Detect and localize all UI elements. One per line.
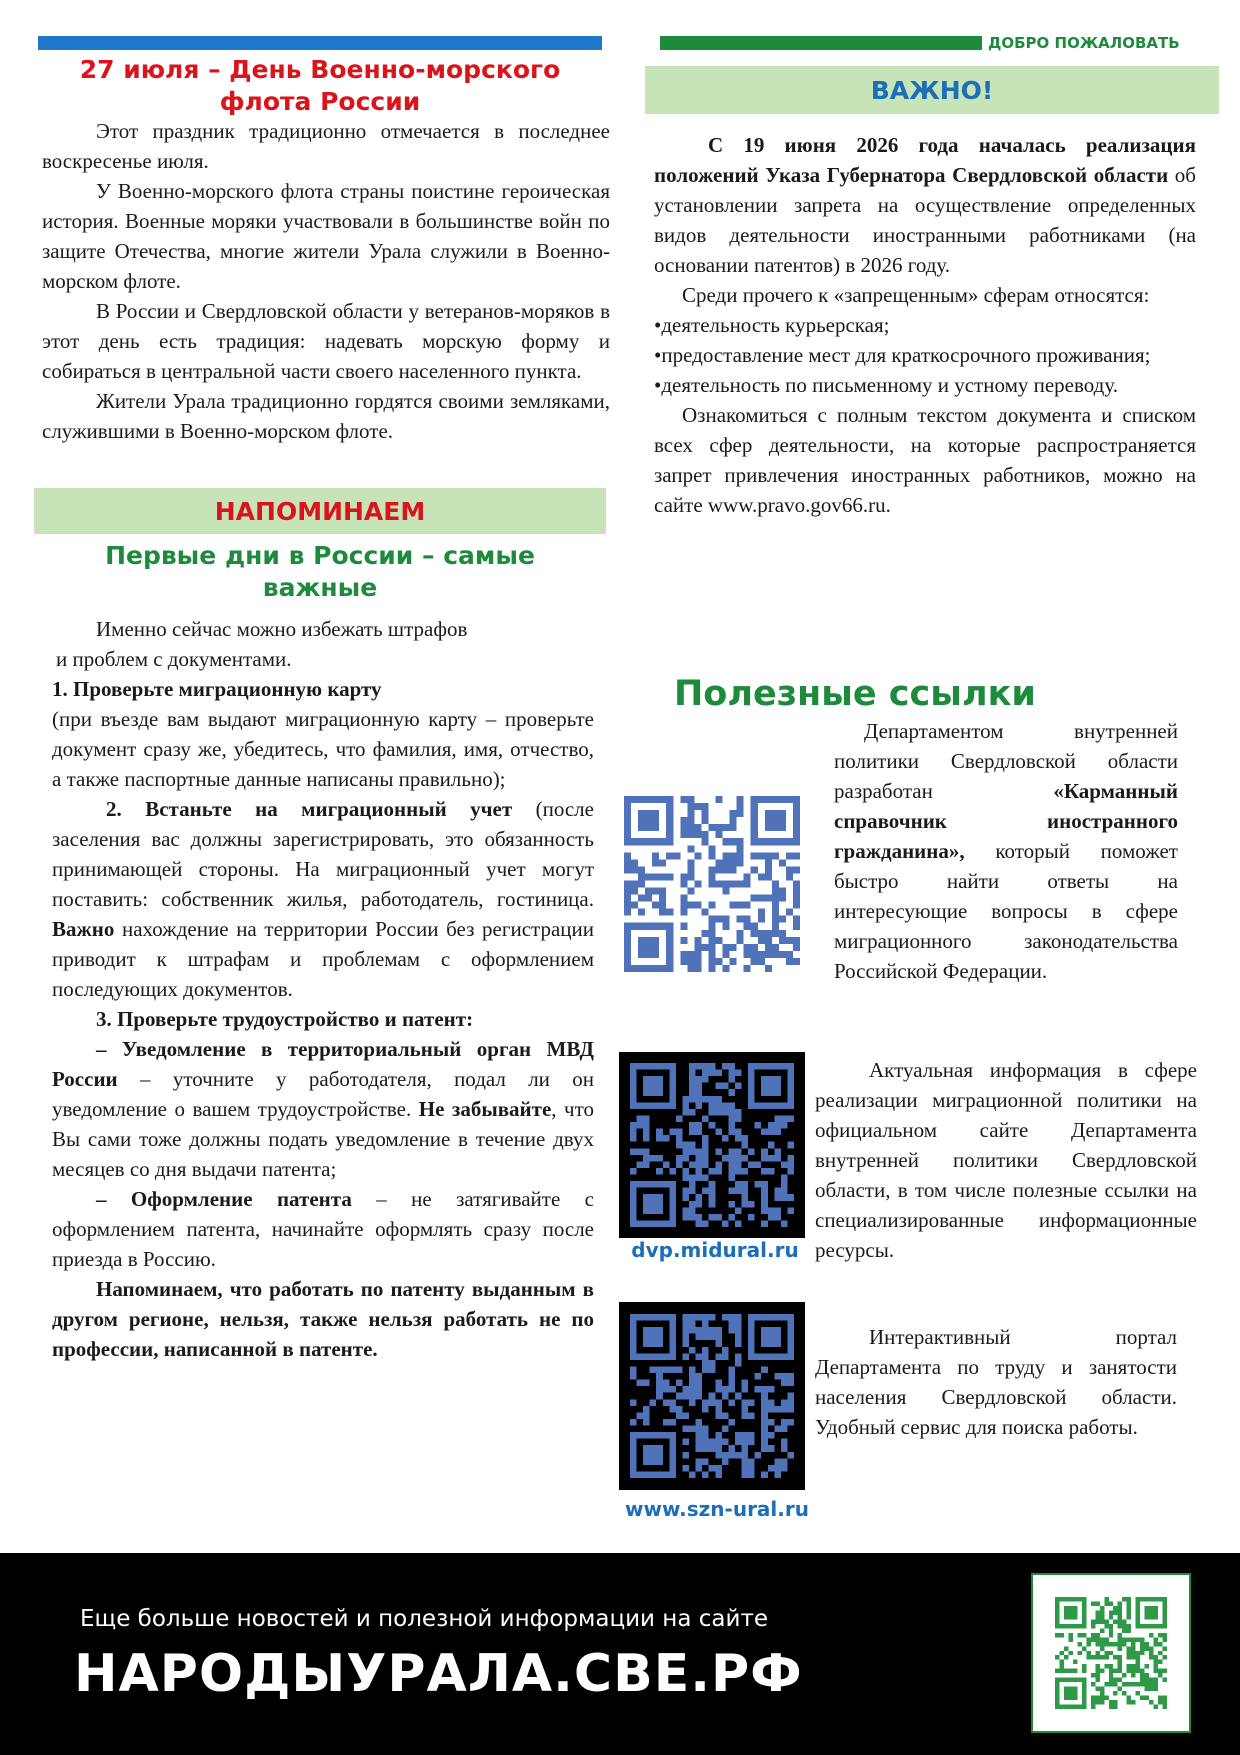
important-bullet: •деятельность курьерская; [654, 313, 890, 337]
link1-text-a: Департаментом внутренней политики Свердловской области разработан [834, 719, 1178, 803]
step3a-text: – уточните у работодателя, подал ли он уведомление о вашем трудоустройстве. [52, 1067, 594, 1121]
important-p2: Среди прочего к «запрещенным» сферам относятся: [682, 283, 1150, 307]
link3-text: Интерактивный портал Департамента по труду и занятости населения Свердловской области. Удобный сервис для поиска работы. [815, 1325, 1177, 1439]
important-bullet: •предоставление мест для краткосрочного проживания; [654, 343, 1151, 367]
reminder-subtitle-line2: важные [262, 573, 378, 602]
important-banner-label: ВАЖНО! [870, 75, 994, 105]
important-p1 [654, 130, 1196, 280]
step1-title: 1. Проверьте миграционную карту [52, 677, 382, 701]
important-p1-bold: С 19 июня 2026 года началась реализация положений Указа Губернатора Свердловской области [654, 133, 1196, 187]
step2-important: Важно [52, 917, 115, 941]
reminder-intro-line2: и проблем с документами. [56, 647, 292, 671]
important-banner [645, 66, 1219, 114]
qr-code-icon [630, 1313, 794, 1479]
navy-day-title [38, 54, 602, 118]
link1-text-b: который поможет быстро найти ответы на интересующие вопросы в сфере миграционного законодательства Российской Федерации. [834, 839, 1178, 983]
step3a-bold2: Не забывайте [418, 1097, 552, 1121]
step1-text: (при въезде вам выдают миграционную карту – проверьте документ сразу же, убедитесь, что фамилия, имя, отчество, а также паспортные данные написаны правильно); [52, 707, 594, 791]
reminder-subtitle-line1: Первые дни в России – самые [105, 541, 535, 570]
navy-day-article [42, 116, 610, 446]
final-note: Напоминаем, что работать по патенту выданным в другом регионе, нельзя, также нельзя работать не по профессии, написанной в патенте. [52, 1277, 594, 1361]
reminder-banner [34, 488, 606, 534]
navy-day-paragraph: Этот праздник традиционно отмечается в последнее воскресенье июля. [42, 119, 610, 173]
step2-text: (после заселения вас должны зарегистрировать, это обязанность принимающей стороны. На миграционный учет могут поставить: собственник жилья, работодатель, гостиница. [52, 797, 594, 911]
step3a-bold: – Уведомление в территориальный орган МВД России [52, 1037, 594, 1091]
qr-code-icon [630, 1063, 794, 1227]
step2 [52, 794, 594, 1004]
step2-title: 2. Встаньте на миграционный учет [106, 797, 513, 821]
step3a-tail: , что Вы сами тоже должны подать уведомление в течение двух месяцев со дня выдачи патента; [52, 1097, 594, 1181]
reminder-body [52, 614, 594, 1364]
dvp-link[interactable]: dvp.midural.ru [631, 1238, 799, 1262]
link1-text [834, 716, 1178, 986]
step3a [52, 1034, 594, 1184]
right-top-bar [660, 36, 982, 50]
szn-link[interactable]: www.szn-ural.ru [625, 1497, 809, 1521]
important-body [654, 130, 1196, 520]
qr-code-icon [624, 796, 800, 972]
reminder-banner-label: НАПОМИНАЕМ [214, 496, 426, 526]
link1-bold: «Карманный справочник иностранного гражданина», [834, 779, 1178, 863]
step3b [52, 1184, 594, 1274]
qr-code-szn[interactable] [619, 1302, 805, 1490]
qr-code-dvp[interactable] [619, 1052, 805, 1238]
left-top-bar [38, 36, 602, 50]
step2-tail: нахождение на территории России без регистрации приводит к штрафам и проблемам с оформлением последующих документов. [52, 917, 594, 1001]
important-p1-text: об установлении запрета на осуществление определенных видов деятельности иностранными работниками (на основании патентов) в 2026 году. [654, 163, 1196, 277]
welcome-label: ДОБРО ПОЖАЛОВАТЬ [988, 34, 1180, 52]
navy-day-paragraph: В России и Свердловской области у ветеранов-моряков в этот день есть традиция: надевать морскую форму и собираться в центральной части своего населенного пункта. [42, 299, 610, 383]
reminder-intro-line1: Именно сейчас можно избежать штрафов [96, 617, 468, 641]
footer-subtitle: Еще больше новостей и полезной информации на сайте [80, 1606, 768, 1632]
link2-text: Актуальная информация в сфере реализации миграционной политики на официальном сайте Департамента внутренней политики Свердловской области, в том числе полезные ссылки на специализированные информационные ресурсы. [815, 1058, 1197, 1262]
reminder-subtitle [60, 540, 580, 604]
navy-day-paragraph: У Военно-морского флота страны поистине героическая история. Военные моряки участвовали в большинстве войн по защите Отечества, многие жители Урала служили в Военно-морском флоте. [42, 179, 610, 293]
qr-code-handbook[interactable] [624, 796, 800, 972]
navy-day-title-line1: 27 июля – День Военно-морского [79, 55, 561, 84]
qr-code-icon [1055, 1597, 1167, 1709]
step3b-text: – не затягивайте с оформлением патента, начинайте оформлять сразу после приезда в Россию. [52, 1187, 594, 1271]
important-bullet: •деятельность по письменному и устному переводу. [654, 373, 1118, 397]
navy-day-title-line2: флота России [219, 87, 421, 116]
step3-title: 3. Проверьте трудоустройство и патент: [96, 1007, 474, 1031]
important-p3: Ознакомиться с полным текстом документа и списком всех сфер деятельности, на которые распространяется запрет привлечения иностранных работников, можно на сайте www.pravo.gov66.ru. [654, 403, 1196, 517]
step3b-bold: – Оформление патента [96, 1187, 352, 1211]
useful-links-title: Полезные ссылки [674, 674, 1036, 714]
footer-qr-code[interactable] [1031, 1573, 1191, 1733]
footer-site-link[interactable]: НАРОДЫУРАЛА.СВЕ.РФ [74, 1644, 803, 1704]
navy-day-paragraph: Жители Урала традиционно гордятся своими земляками, служившими в Военно-морском флоте. [42, 389, 610, 443]
